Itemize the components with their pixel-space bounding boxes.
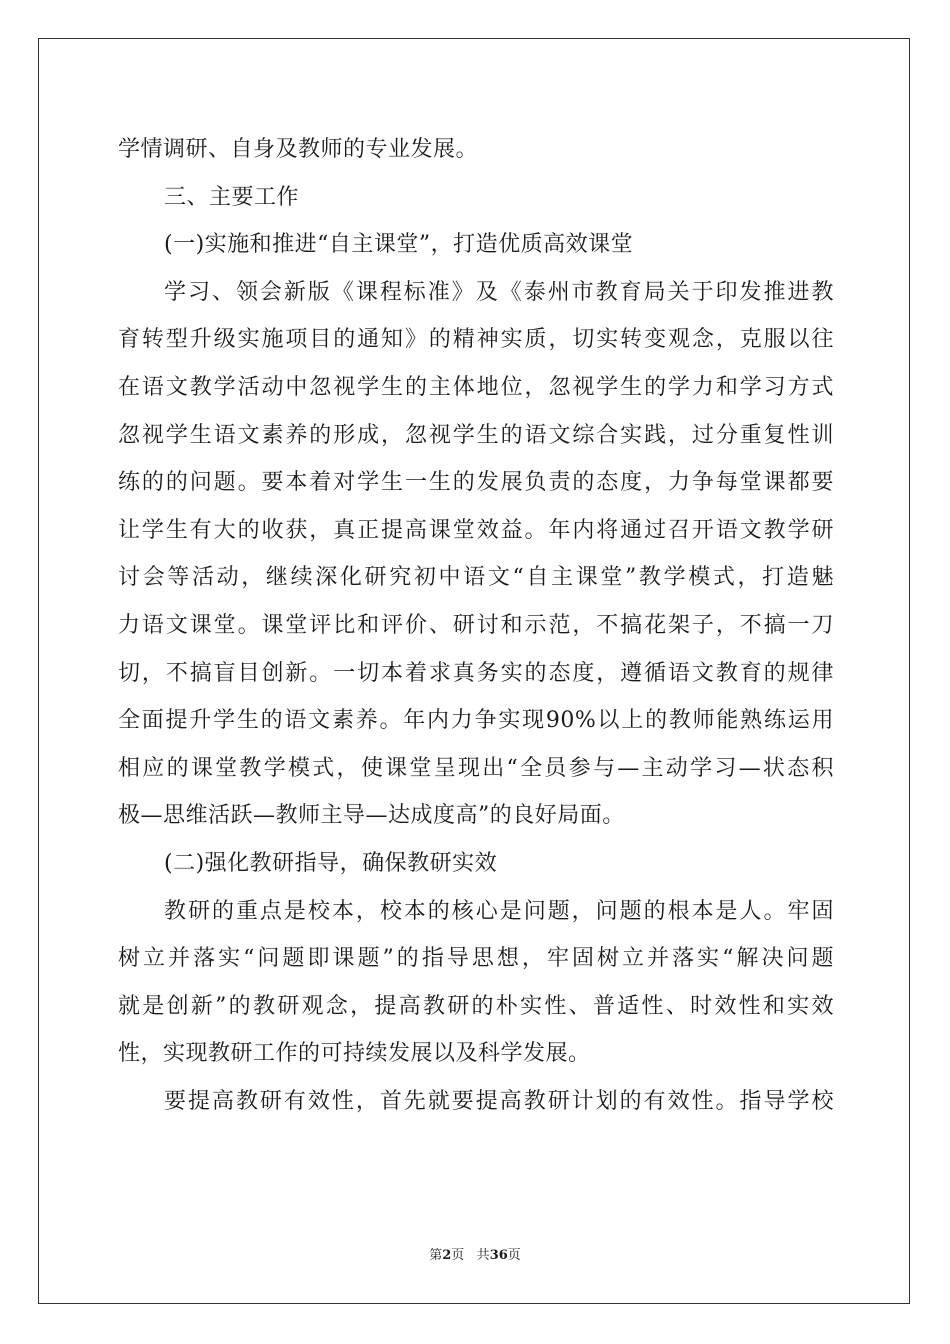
text-line: 树立并落实“问题即课题”的指导思想，牢固树立并落实“解决问题 — [118, 946, 834, 972]
footer-total-prefix: 共 — [476, 1248, 490, 1263]
footer-total-suffix: 页 — [507, 1248, 521, 1263]
document-body — [118, 126, 834, 1125]
text-line: (二)强化教研指导，确保教研实效 — [164, 850, 498, 876]
text-line: 极—思维活跃—教师主导—达成度高”的良好局面。 — [118, 803, 625, 829]
text-line: 育转型升级实施项目的通知》的精神实质，切实转变观念，克服以往 — [118, 327, 834, 353]
text-line: 忽视学生语文素养的形成，忽视学生的语文综合实践，过分重复性训 — [118, 422, 834, 448]
text-line: 让学生有大的收获，真正提高课堂效益。年内将通过召开语文教学研 — [118, 517, 834, 543]
footer-prefix: 第 — [429, 1248, 443, 1263]
text-line: 在语文教学活动中忽视学生的主体地位，忽视学生的学力和学习方式 — [118, 374, 834, 400]
text-line: 全面提升学生的语文素养。年内力争实现90%以上的教师能熟练运用 — [118, 708, 834, 734]
footer-page-suffix: 页 — [451, 1248, 465, 1263]
text-line: 学习、领会新版《课程标准》及《泰州市教育局关于印发推进教 — [164, 279, 834, 305]
text-line: 相应的课堂教学模式，使课堂呈现出“全员参与—主动学习—状态积 — [118, 755, 834, 781]
text-line: 教研的重点是校本，校本的核心是问题，问题的根本是人。牢固 — [164, 898, 834, 924]
text-line: 学情调研、自身及教师的专业发展。 — [118, 137, 479, 162]
footer-page-number: 2 — [442, 1248, 452, 1263]
text-line: 力语文课堂。课堂评比和评价、研讨和示范，不搞花架子，不搞一刀 — [118, 612, 834, 638]
text-line: 切，不搞盲目创新。一切本着求真务实的态度，遵循语文教育的规律 — [118, 660, 834, 686]
page-footer — [0, 1244, 950, 1263]
text-line: 讨会等活动，继续深化研究初中语文“自主课堂”教学模式，打造魅 — [118, 565, 834, 591]
text-line: 三、主要工作 — [164, 184, 300, 210]
footer-total-pages: 36 — [489, 1248, 508, 1263]
text-line: 性，实现教研工作的可持续发展以及科学发展。 — [118, 1041, 591, 1067]
text-line: 练的的问题。要本着对学生一生的发展负责的态度，力争每堂课都要 — [118, 470, 834, 496]
text-line: 就是创新”的教研观念，提高教研的朴实性、普适性、时效性和实效 — [118, 993, 834, 1019]
text-line: (一)实施和推进“自主课堂”，打造优质高效课堂 — [164, 232, 634, 258]
text-line: 要提高教研有效性，首先就要提高教研计划的有效性。指导学校 — [164, 1088, 834, 1114]
